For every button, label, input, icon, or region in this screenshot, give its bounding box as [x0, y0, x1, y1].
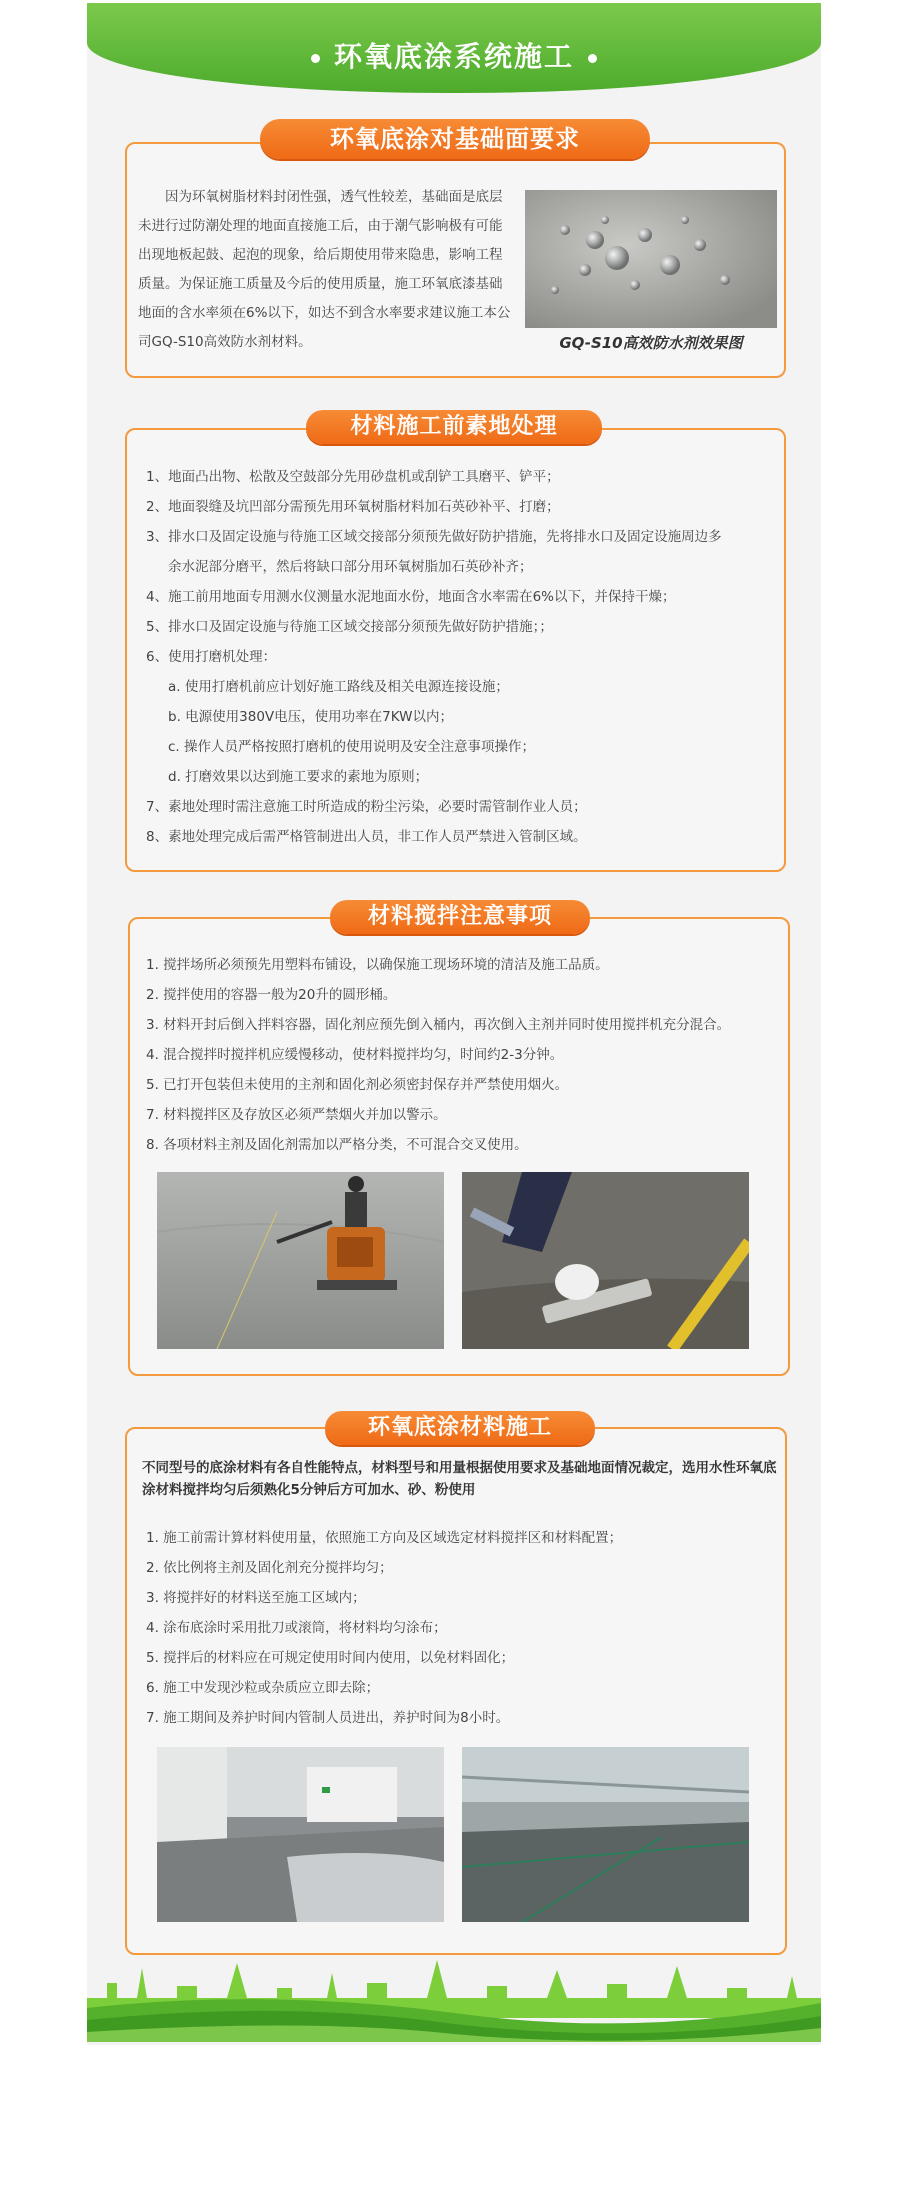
list-item: 6. 施工中发现沙粒或杂质应立即去除； — [146, 1680, 380, 1696]
list-item: 8、素地处理完成后需严格管制进出人员，非工作人员严禁进入管制区域。 — [146, 829, 587, 845]
surface-prep-list — [146, 462, 722, 852]
list-item: 6、使用打磨机处理： — [146, 649, 277, 665]
primer-steps-list — [146, 1523, 622, 1733]
list-item: 5. 已打开包装但未使用的主剂和固化剂必须密封保存并严禁使用烟火。 — [146, 1077, 569, 1093]
trowel-application-photo — [462, 1172, 749, 1349]
section-title-surface-prep: 材料施工前素地处理 — [306, 410, 602, 444]
section-title-base-requirements: 环氧底涂对基础面要求 — [260, 119, 650, 159]
list-item: 4. 混合搅拌时搅拌机应缓慢移动，使材料搅拌均匀，时间约2-3分钟。 — [146, 1047, 564, 1063]
list-item: b. 电源使用380V电压，使用功率在7KW以内； — [168, 709, 453, 725]
list-item: 1. 施工前需计算材料使用量，依照施工方向及区域选定材料搅拌区和材料配置； — [146, 1530, 623, 1546]
intro-paragraph: 因为环氧树脂材料封闭性强，透气性较差，基础面是底层未进行过防潮处理的地面直接施工后，由于潮气影响极有可能出现地板起鼓、起泡的现象，给后期使用带来隐患，影响工程质量。为保证施工质量及今后的使用质量，施工环氧底漆基础地面的含水率须在6%以下，如达不到含水率要求建议施工本公司GQ-S10高效防水剂材料。 — [138, 189, 511, 350]
bullet-dot-icon — [588, 54, 597, 63]
page-title-text: 环氧底涂系统施工 — [333, 40, 574, 73]
list-item: 7. 施工期间及养护时间内管制人员进出，养护时间为8小时。 — [146, 1710, 510, 1726]
list-item: c. 操作人员严格按照打磨机的使用说明及安全注意事项操作； — [168, 739, 536, 755]
list-item: 8. 各项材料主剂及固化剂需加以严格分类，不可混合交叉使用。 — [146, 1137, 528, 1153]
list-item: 余水泥部分磨平，然后将缺口部分用环氧树脂加石英砂补齐； — [168, 559, 533, 575]
list-item: 3. 材料开封后倒入拌料容器，固化剂应预先倒入桶内，再次倒入主剂并同时使用搅拌机充分混合。 — [146, 1017, 731, 1033]
waterproof-effect-photo — [525, 190, 777, 328]
list-item: 4、施工前用地面专用测水仪测量水泥地面水份，地面含水率需在6%以下，并保持干燥； — [146, 589, 676, 605]
city-skyline-footer — [87, 1958, 821, 2045]
primer-note: 不同型号的底涂材料有各自性能特点，材料型号和用量根据使用要求及基础地面情况裁定，选用水性环氧底涂材料搅拌均匀后须熟化5分钟后方可加水、砂、粉使用 — [142, 1460, 777, 1498]
list-item: 1. 搅拌场所必须预先用塑料布铺设，以确保施工现场环境的清洁及施工品质。 — [146, 957, 609, 973]
list-item: a. 使用打磨机前应计划好施工路线及相关电源连接设施； — [168, 679, 509, 695]
list-item: d. 打磨效果以达到施工要求的素地为原则； — [168, 769, 429, 785]
list-item: 5. 搅拌后的材料应在可规定使用时间内使用，以免材料固化； — [146, 1650, 515, 1666]
factory-floor-photo — [462, 1747, 749, 1922]
photo-caption: GQ-S10高效防水剂效果图 — [559, 334, 743, 352]
list-item: 2、地面裂缝及坑凹部分需预先用环氧树脂材料加石英砂补平、打磨； — [146, 499, 560, 515]
mixing-notes-list — [146, 950, 730, 1160]
list-item: 2. 搅拌使用的容器一般为20升的圆形桶。 — [146, 987, 397, 1003]
warehouse-primer-photo — [157, 1747, 444, 1922]
list-item: 5、排水口及固定设施与待施工区域交接部分须预先做好防护措施；； — [146, 619, 553, 635]
list-item: 7. 材料搅拌区及存放区必须严禁烟火并加以警示。 — [146, 1107, 447, 1123]
list-item: 2. 依比例将主剂及固化剂充分搅拌均匀； — [146, 1560, 393, 1576]
list-item: 3、排水口及固定设施与待施工区域交接部分须预先做好防护措施，先将排水口及固定设施周边多 — [146, 529, 722, 545]
grinding-machine-photo — [157, 1172, 444, 1349]
list-item: 4. 涂布底涂时采用批刀或滚筒，将材料均匀涂布； — [146, 1620, 447, 1636]
list-item: 7、素地处理时需注意施工时所造成的粉尘污染，必要时需管制作业人员； — [146, 799, 587, 815]
section-title-mixing-notes: 材料搅拌注意事项 — [330, 900, 590, 934]
section-title-primer-application: 环氧底涂材料施工 — [325, 1411, 595, 1445]
list-item: 3. 将搅拌好的材料送至施工区域内； — [146, 1590, 366, 1606]
bullet-dot-icon — [311, 54, 320, 63]
list-item: 1、地面凸出物、松散及空鼓部分先用砂盘机或刮铲工具磨平、铲平； — [146, 469, 560, 485]
page-title — [87, 35, 821, 75]
